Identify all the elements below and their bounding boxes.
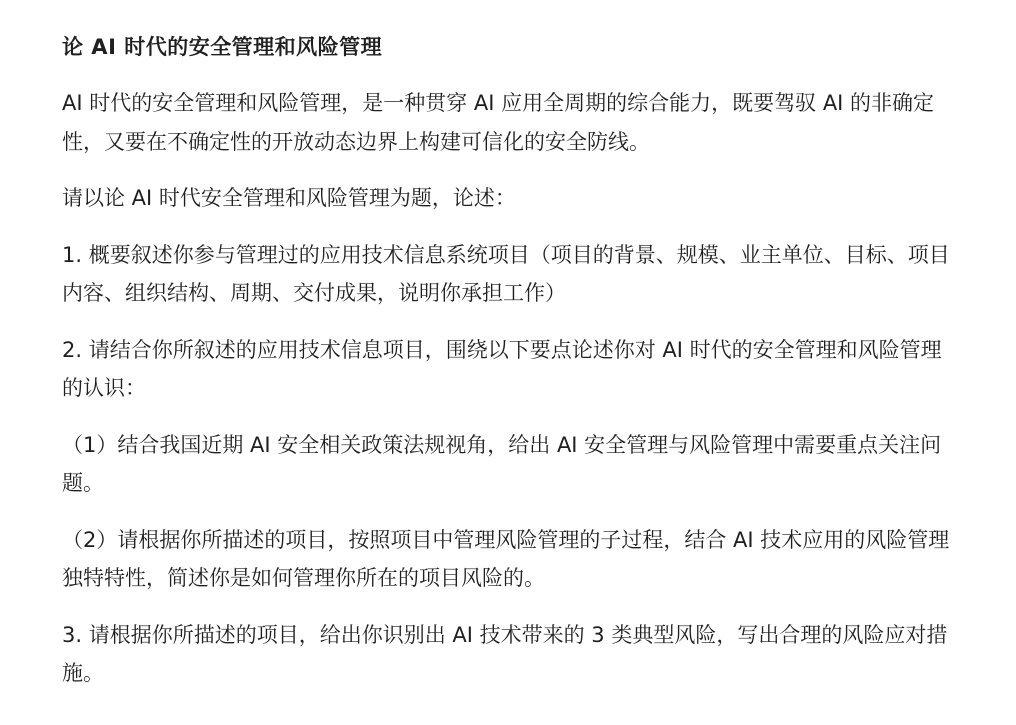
question-2: 2. 请结合你所叙述的应用技术信息项目，围绕以下要点论述你对 AI 时代的安全管理和风险管理的认识： [62, 337, 942, 400]
intro-paragraph: AI 时代的安全管理和风险管理，是一种贯穿 AI 应用全周期的综合能力，既要驾驭 AI 的非确定性，又要在不确定性的开放动态边界上构建可信化的安全防线。 [62, 91, 935, 154]
question-3: 3. 请根据你所描述的项目，给出你识别出 AI 技术带来的 3 类典型风险，写出合理的风险应对措施。 [62, 622, 948, 685]
prompt-paragraph: 请以论 AI 时代安全管理和风险管理为题，论述： [62, 186, 516, 210]
question-2-sub-1: （1）结合我国近期 AI 安全相关政策法规视角，给出 AI 安全管理与风险管理中需要重点关注问题。 [62, 432, 942, 495]
document-body [62, 28, 962, 711]
document-title: 论 AI 时代的安全管理和风险管理 [62, 35, 383, 59]
question-2-sub-2: （2）请根据你所描述的项目，按照项目中管理风险管理的子过程，结合 AI 技术应用的风险管理独特特性，简述你是如何管理你所在的项目风险的。 [62, 527, 950, 590]
question-1: 1. 概要叙述你参与管理过的应用技术信息系统项目（项目的背景、规模、业主单位、目标、项目内容、组织结构、周期、交付成果，说明你承担工作） [62, 242, 950, 305]
